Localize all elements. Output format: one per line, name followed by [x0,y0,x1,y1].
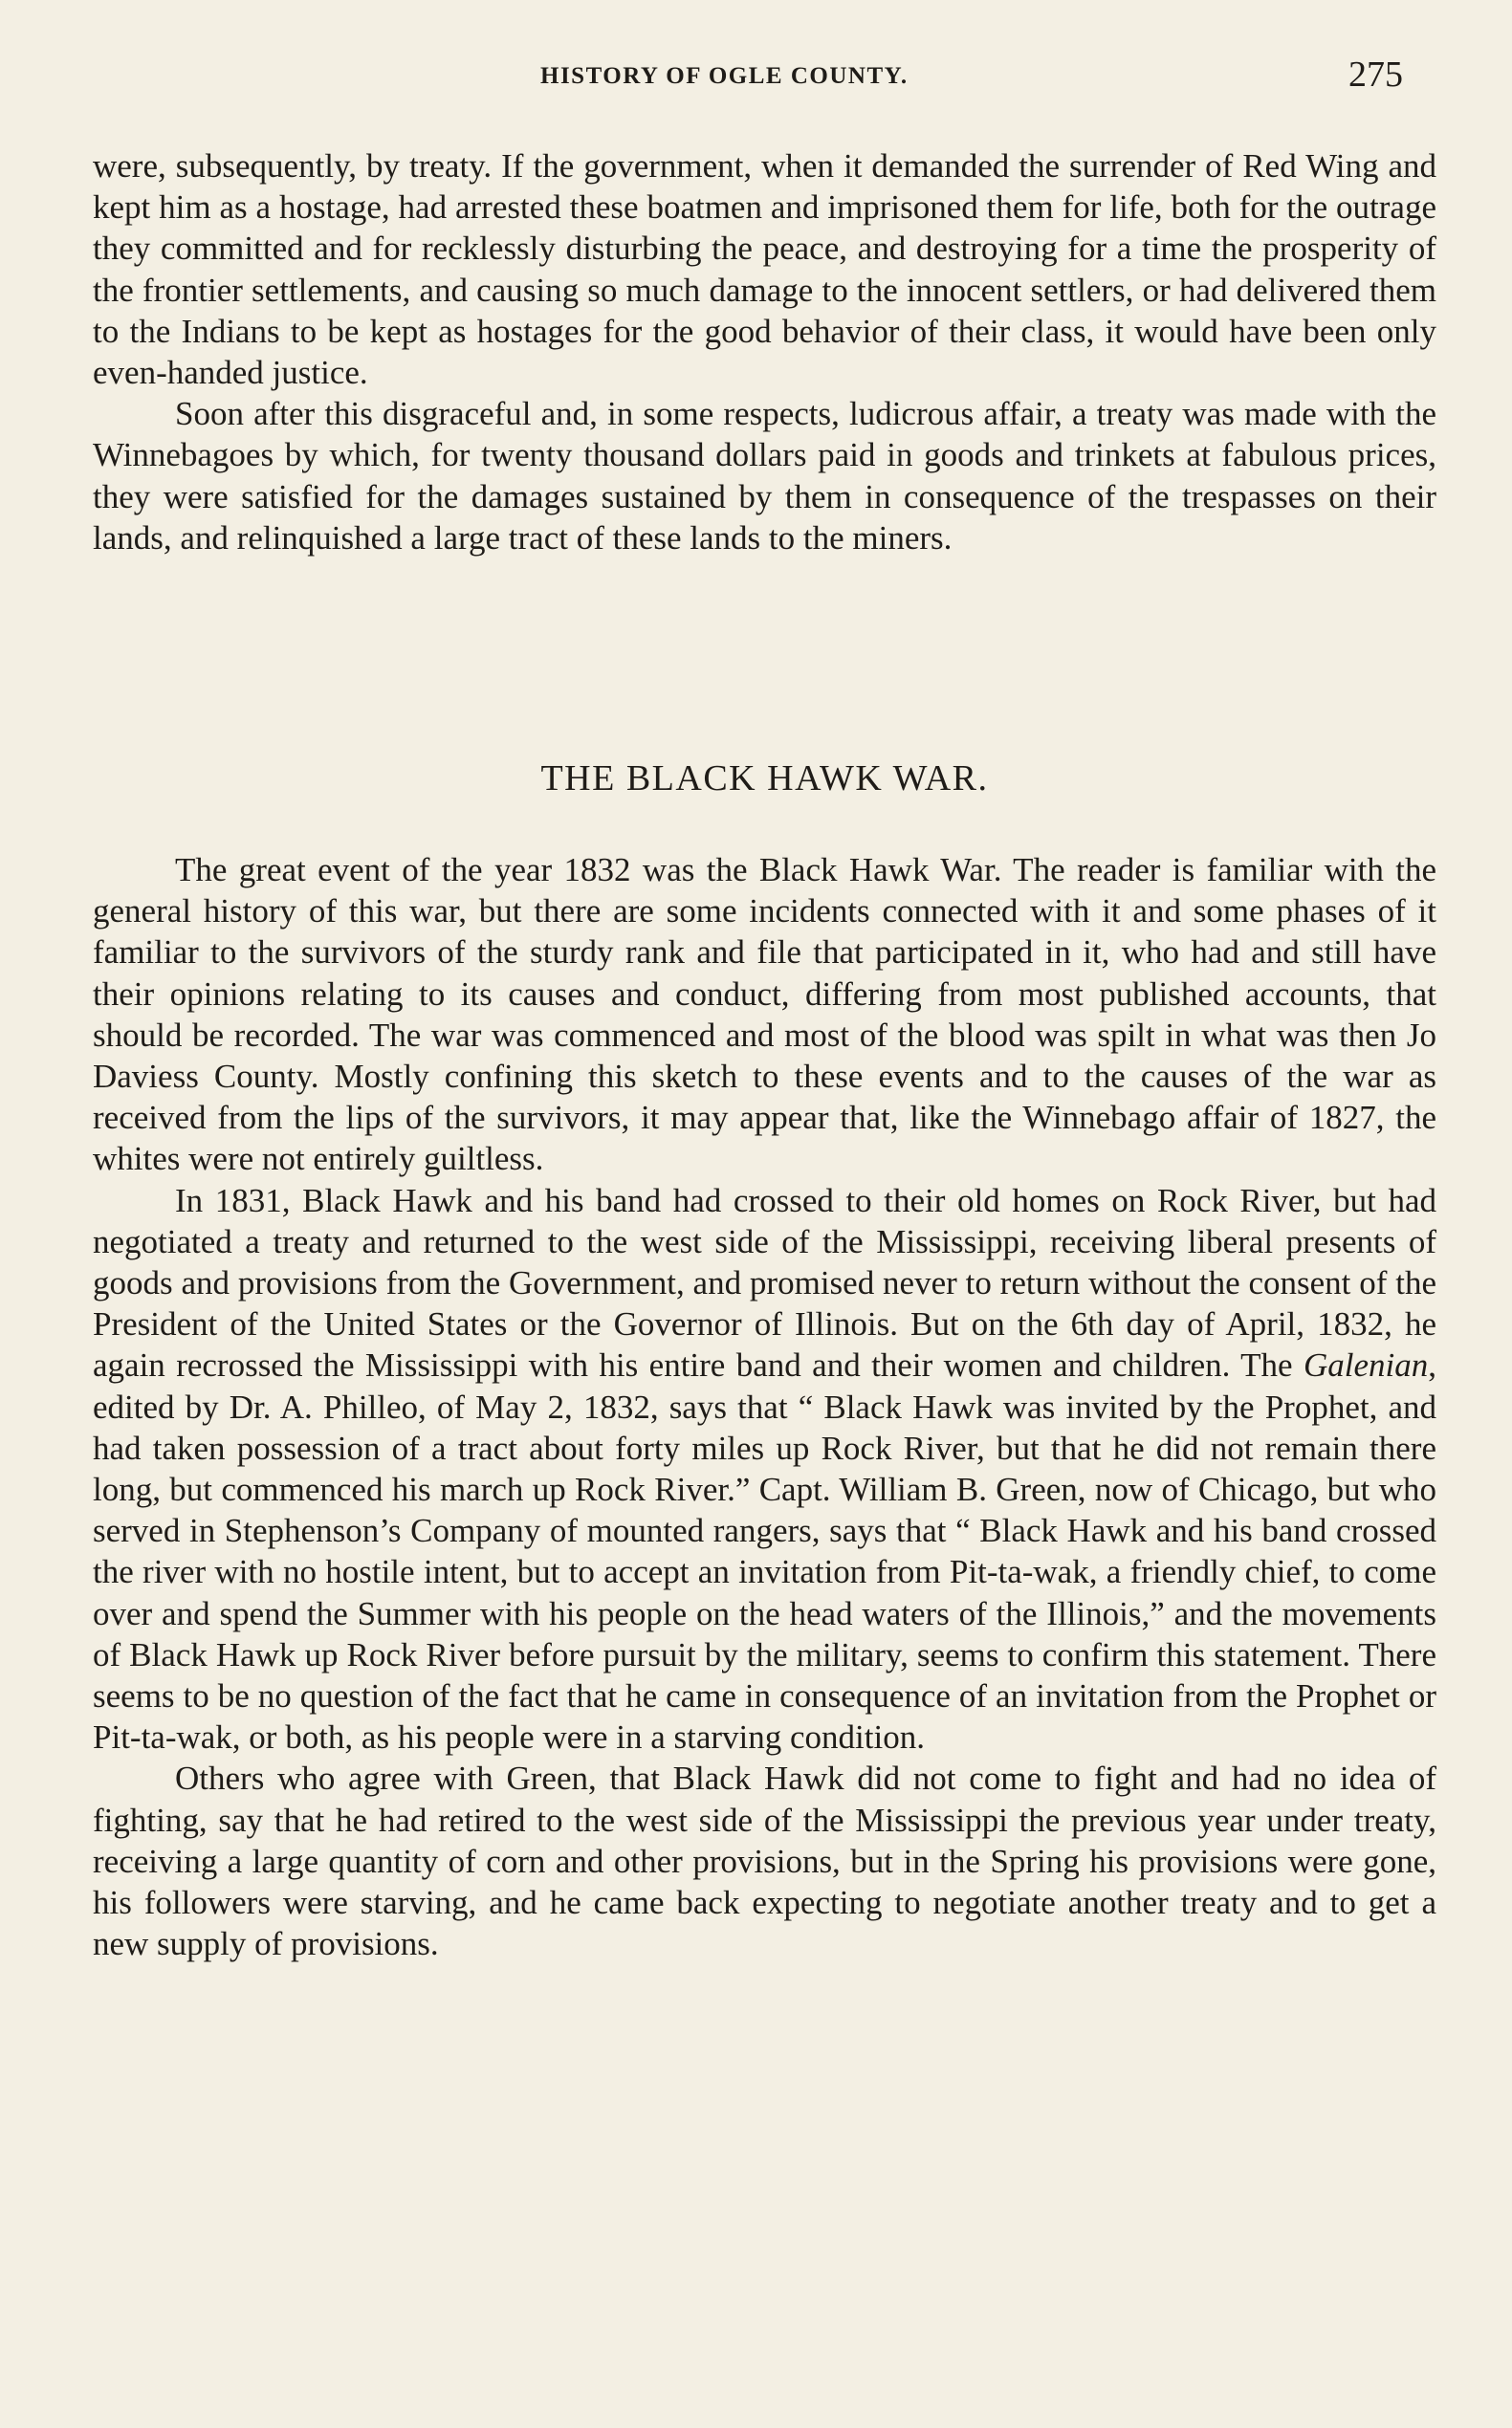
paragraph-winnebago-treaty: Soon after this disgraceful and, in some respects, ludicrous affair, a treaty was made with the Winnebagoes by which, for twenty thousand dollars paid in goods and trinkets at fabulous prices, they were satisfied for the damages sustained by them in consequence of the trespasses on their lands, and relinquished a large tract of these lands to the miners. [93,395,1436,557]
paragraph-1831-crossing-part-2: , edited by Dr. A. Philleo, of May 2, 1832, says that “ Black Hawk was invited by the Prophet, and had taken possession of a tract about forty miles up Rock River, but that he did not remain there long, but commenced his march up Rock River.” Capt. William B. Green, now of Chicago, but who served in Stephenson’s Company of mounted rangers, says that “ Black Hawk and his band crossed the river with no hostile intent, but to accept an invitation from Pit-ta-wak, a friendly chief, to come over and spend the Summer with his people on the head waters of the Illinois,” and the movements of Black Hawk up Rock River before pursuit by the military, seems to confirm this statement. There seems to be no question of the fact that he came in consequence of an invitation from the Prophet or Pit-ta-wak, or both, as his people were in a starving condition. [93,1346,1436,1757]
newspaper-title: Galenian [1303,1346,1429,1385]
page-number: 275 [1348,55,1403,95]
paragraph-1831-crossing [93,1180,1436,1759]
paragraph-treaty-justice: were, subsequently, by treaty. If the government, when it demanded the surrender of Red Wing and kept him as a hostage, had arrested these boatmen and imprisoned them for life, both for the outrage they committed and for recklessly disturbing the peace, and destroying for a time the prosperity of the frontier settlements, and causing so much damage to the innocent settlers, or had delivered them to the Indians to be kept as hostages for the good behavior of their class, it would have been only even-handed justice. [93,147,1436,392]
running-head: HISTORY OF OGLE COUNTY. [540,63,909,89]
opening-text-block [93,145,1436,558]
paragraph-1831-crossing-part-1: In 1831, Black Hawk and his band had crossed to their old homes on Rock River, but had negotiated a treaty and returned to the west side of the Mississippi, receiving liberal presents of goods and provisions from the Government, and promised never to return without the consent of the President of the United States or the Governor of Illinois. But on the 6th day of April, 1832, he again recrossed the Mississippi with his entire band and their women and children. The [93,1181,1436,1385]
black-hawk-war-text-block [93,849,1436,1964]
paragraph-great-event: The great event of the year 1832 was the Black Hawk War. The reader is familiar with the general history of this war, but there are some incidents connected with it and some phases of it familiar to the survivors of the sturdy rank and file that participated in it, who had and still have their opinions relating to its causes and conduct, differing from most published accounts, that should be recorded. The war was commenced and most of the blood was spilt in what was then Jo Daviess County. Mostly confining this sketch to these events and to the causes of the war as received from the lips of the survivors, it may appear that, like the Winnebago affair of 1827, the whites were not entirely guiltless. [93,851,1436,1178]
paragraph-others-agree: Others who agree with Green, that Black Hawk did not come to fight and had no idea of fighting, say that he had retired to the west side of the Mississippi the previous year under treaty, receiving a large quantity of corn and other provisions, but in the Spring his provisions were gone, his followers were starving, and he came back expecting to negotiate another treaty and to get a new supply of provisions. [93,1760,1436,1963]
section-heading-black-hawk-war: THE BLACK HAWK WAR. [540,758,989,798]
